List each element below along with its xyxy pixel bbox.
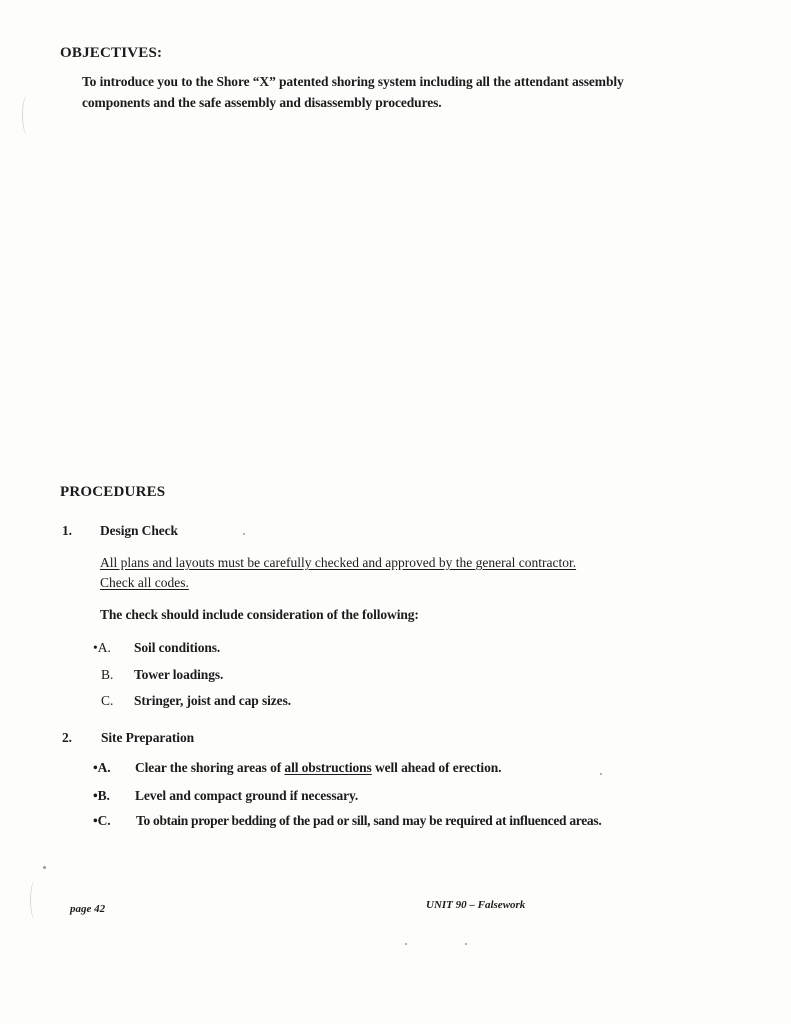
list-letter: •A. [93, 760, 111, 775]
item-number: 2. [62, 730, 72, 745]
list-item-text: Soil conditions. [134, 640, 221, 655]
list-item-text: To obtain proper bedding of the pad or sill, sand may be required at influenced areas. [136, 813, 602, 828]
footer-page-number: page 42 [70, 903, 106, 915]
objectives-heading: OBJECTIVES: [60, 45, 163, 61]
list-item-text: Tower loadings. [134, 667, 224, 682]
design-check-intro: The check should include consideration of the following: [100, 607, 419, 622]
objectives-text-line-1: To introduce you to the Shore “X” patented shoring system including all the attendant assembly [82, 74, 624, 89]
list-item-text: Level and compact ground if necessary. [135, 788, 359, 803]
scan-speck [465, 943, 467, 945]
design-check-note-line-1: All plans and layouts must be carefully checked and approved by the general contractor. [100, 555, 577, 570]
scan-speck [43, 866, 46, 869]
objectives-text-line-2: components and the safe assembly and disassembly procedures. [82, 95, 442, 110]
procedures-heading: PROCEDURES [60, 484, 166, 500]
list-letter: •A. [93, 640, 111, 655]
list-item-text [135, 760, 501, 776]
list-letter: C. [101, 693, 114, 708]
list-item-text-part: well ahead of erection. [371, 760, 502, 775]
list-letter: B. [101, 667, 114, 682]
scan-speck [243, 533, 245, 535]
underlined-emphasis: all obstructions [284, 760, 372, 775]
scan-mark [30, 880, 41, 920]
scan-speck [600, 773, 602, 775]
list-letter: •B. [93, 788, 110, 803]
scan-speck [405, 943, 407, 945]
design-check-note-line-2: Check all codes. [100, 575, 189, 590]
item-number: 1. [62, 523, 72, 538]
scan-mark [22, 95, 33, 135]
item-title: Site Preparation [101, 730, 195, 745]
footer-unit-title: UNIT 90 – Falsework [426, 899, 526, 911]
item-title: Design Check [100, 523, 178, 538]
list-letter: •C. [93, 813, 111, 828]
list-item-text: Stringer, joist and cap sizes. [134, 693, 292, 708]
list-item-text-part: Clear the shoring areas of [135, 760, 285, 775]
